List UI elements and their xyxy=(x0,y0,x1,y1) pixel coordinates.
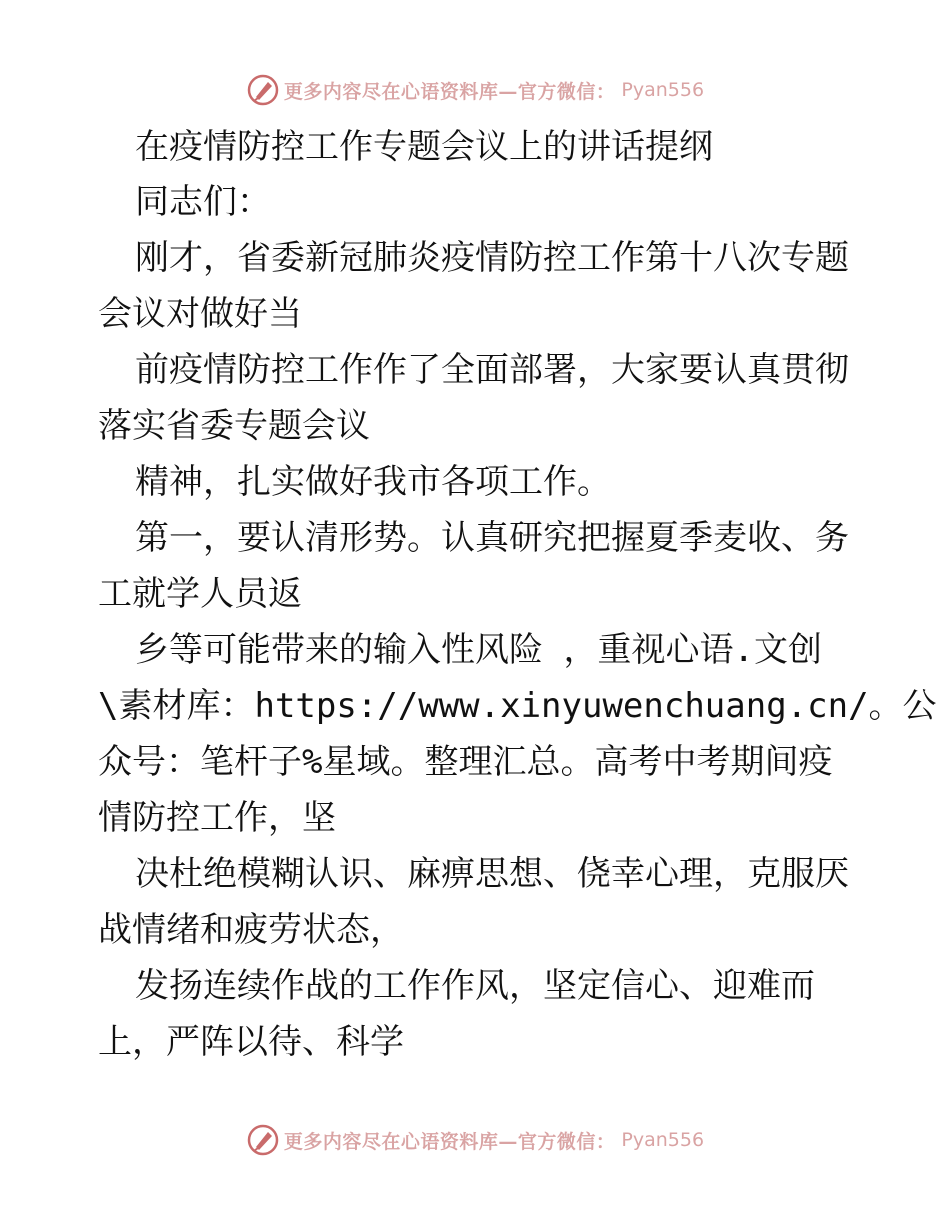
paragraph-line: 前疫情防控工作作了全面部署，大家要认真贯彻 xyxy=(135,350,849,390)
watermark-wechat-id: Pyan556 xyxy=(621,79,705,101)
paragraph-line: 会议对做好当 xyxy=(98,294,302,334)
document-title: 在疫情防控工作专题会议上的讲话提纲 xyxy=(135,127,713,167)
paragraph-line: 战情绪和疲劳状态， xyxy=(98,910,404,950)
paragraph-line: 第一，要认清形势。认真研究把握夏季麦收、务 xyxy=(135,518,849,558)
watermark-text: 更多内容尽在心语资料库—官方微信： xyxy=(283,80,616,103)
pen-nib-logo-icon xyxy=(246,73,280,107)
watermark-text: 更多内容尽在心语资料库—官方微信： xyxy=(283,1130,616,1153)
pen-nib-logo-icon xyxy=(246,1123,280,1157)
footer-watermark xyxy=(0,1120,950,1160)
paragraph-line: 决杜绝模糊认识、麻痹思想、侥幸心理，克服厌 xyxy=(135,854,849,894)
paragraph-line: 落实省委专题会议 xyxy=(98,406,370,446)
watermark-group xyxy=(246,73,704,107)
paragraph-line: 乡等可能带来的输入性风险 ，重视心语.文创 xyxy=(135,630,822,670)
paragraph-line: 精神，扎实做好我市各项工作。 xyxy=(135,462,611,502)
paragraph-line: 情防控工作，坚 xyxy=(98,798,336,838)
paragraph-line: 刚才，省委新冠肺炎疫情防控工作第十八次专题 xyxy=(135,238,849,278)
paragraph-line: 上，严阵以待、科学 xyxy=(98,1022,404,1062)
header-watermark xyxy=(0,70,950,110)
document-body xyxy=(98,120,937,1070)
watermark-group xyxy=(246,1123,704,1157)
paragraph-line: 发扬连续作战的工作作风，坚定信心、迎难而 xyxy=(135,966,815,1006)
watermark-wechat-id: Pyan556 xyxy=(621,1129,705,1151)
salutation: 同志们： xyxy=(135,182,271,222)
paragraph-line: 工就学人员返 xyxy=(98,574,302,614)
paragraph-line: \素材库：https://www.xinyuwenchuang.cn/。公 xyxy=(98,686,937,726)
paragraph-line: 众号：笔杆子%星域。整理汇总。高考中考期间疫 xyxy=(98,742,833,782)
